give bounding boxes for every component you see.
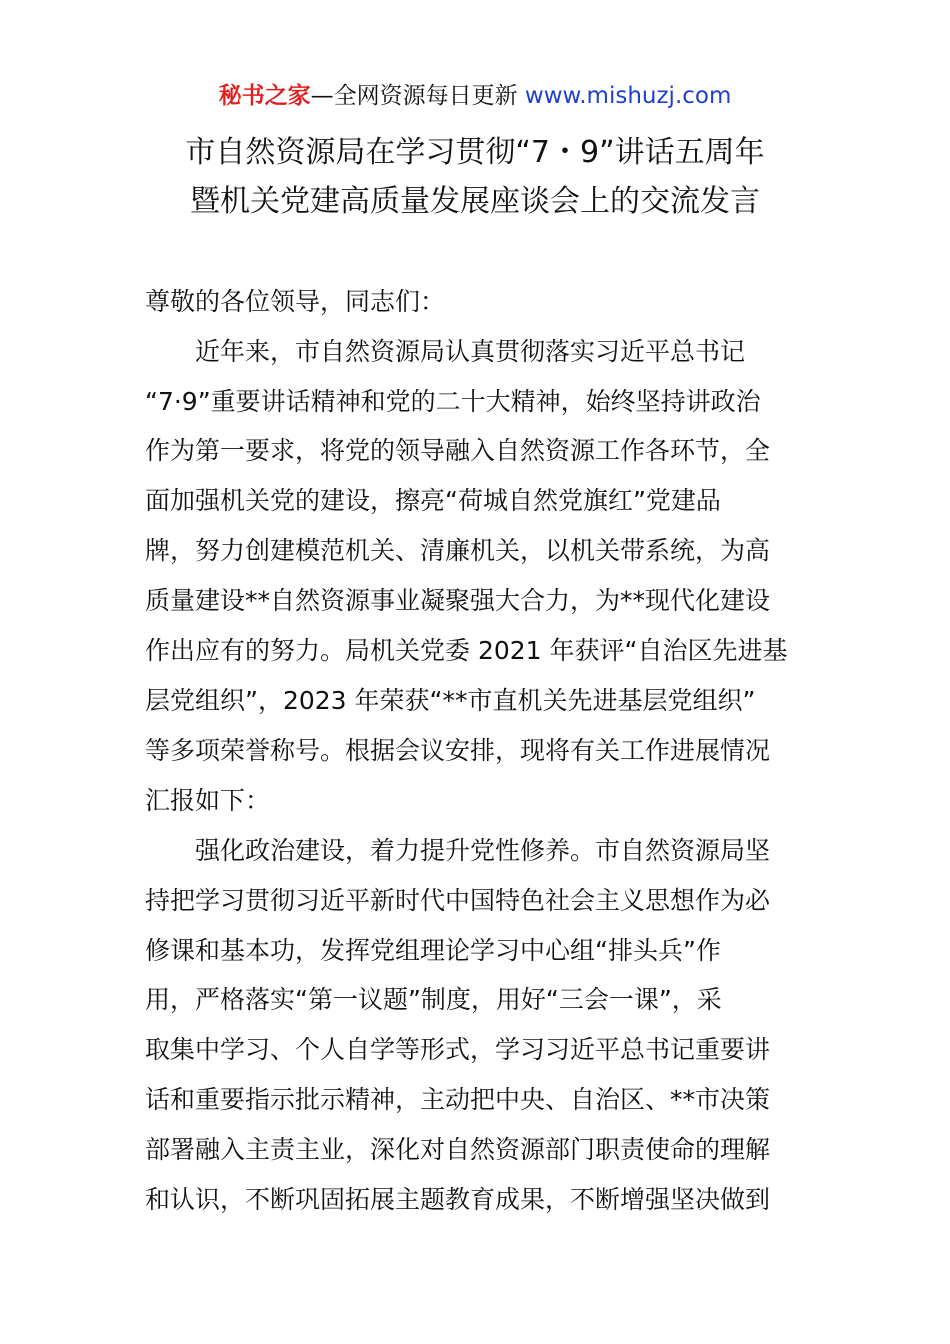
salutation-line: 尊敬的各位领导，同志们： xyxy=(145,287,446,316)
body-line: 面加强机关党的建设，擦亮“荷城自然党旗红”党建品 xyxy=(145,486,721,515)
body-line: 持把学习贯彻习近平新时代中国特色社会主义思想作为必 xyxy=(145,886,771,915)
site-header xyxy=(0,80,950,112)
body-line: 作出应有的努力。局机关党委 2021 年获评“自治区先进基 xyxy=(145,636,788,665)
site-url-link[interactable]: www.mishuzj.com xyxy=(524,83,732,109)
body-line: 话和重要指示批示精神，主动把中央、自治区、**市决策 xyxy=(145,1085,771,1114)
body-line: 修课和基本功，发挥党组理论学习中心组“排头兵”作 xyxy=(145,936,721,965)
body-line: 等多项荣誉称号。根据会议安排，现将有关工作进展情况 xyxy=(145,736,771,765)
body-line: 用，严格落实“第一议题”制度，用好“三会一课”，采 xyxy=(145,985,722,1014)
body-line: “7·9”重要讲话精神和党的二十大精神，始终坚持讲政治 xyxy=(145,387,761,416)
body-line: 牌，努力创建模范机关、清廉机关，以机关带系统，为高 xyxy=(145,536,771,565)
body-line: 部署融入主责主业，深化对自然资源部门职责使命的理解 xyxy=(145,1135,771,1164)
body-line: 取集中学习、个人自学等形式，学习习近平总书记重要讲 xyxy=(145,1035,771,1064)
site-tagline: —全网资源每日更新 xyxy=(310,83,525,109)
document-title-line-1: 市自然资源局在学习贯彻“7・9”讲话五周年 xyxy=(185,135,765,170)
site-brand: 秘书之家 xyxy=(218,83,311,109)
body-line: 和认识，不断巩固拓展主题教育成果，不断增强坚决做到 xyxy=(145,1185,771,1214)
body-line: 作为第一要求，将党的领导融入自然资源工作各环节，全 xyxy=(145,436,771,465)
body-line: 层党组织”，2023 年荣获“**市直机关先进基层党组织” xyxy=(145,686,756,715)
body-line: 近年来，市自然资源局认真贯彻落实习近平总书记 xyxy=(195,337,746,366)
body-line: 强化政治建设，着力提升党性修养。市自然资源局坚 xyxy=(195,836,771,865)
body-line: 汇报如下： xyxy=(145,786,271,815)
body-line: 质量建设**自然资源事业凝聚强大合力，为**现代化建设 xyxy=(145,586,771,615)
document-title-line-2: 暨机关党建高质量发展座谈会上的交流发言 xyxy=(190,184,760,219)
